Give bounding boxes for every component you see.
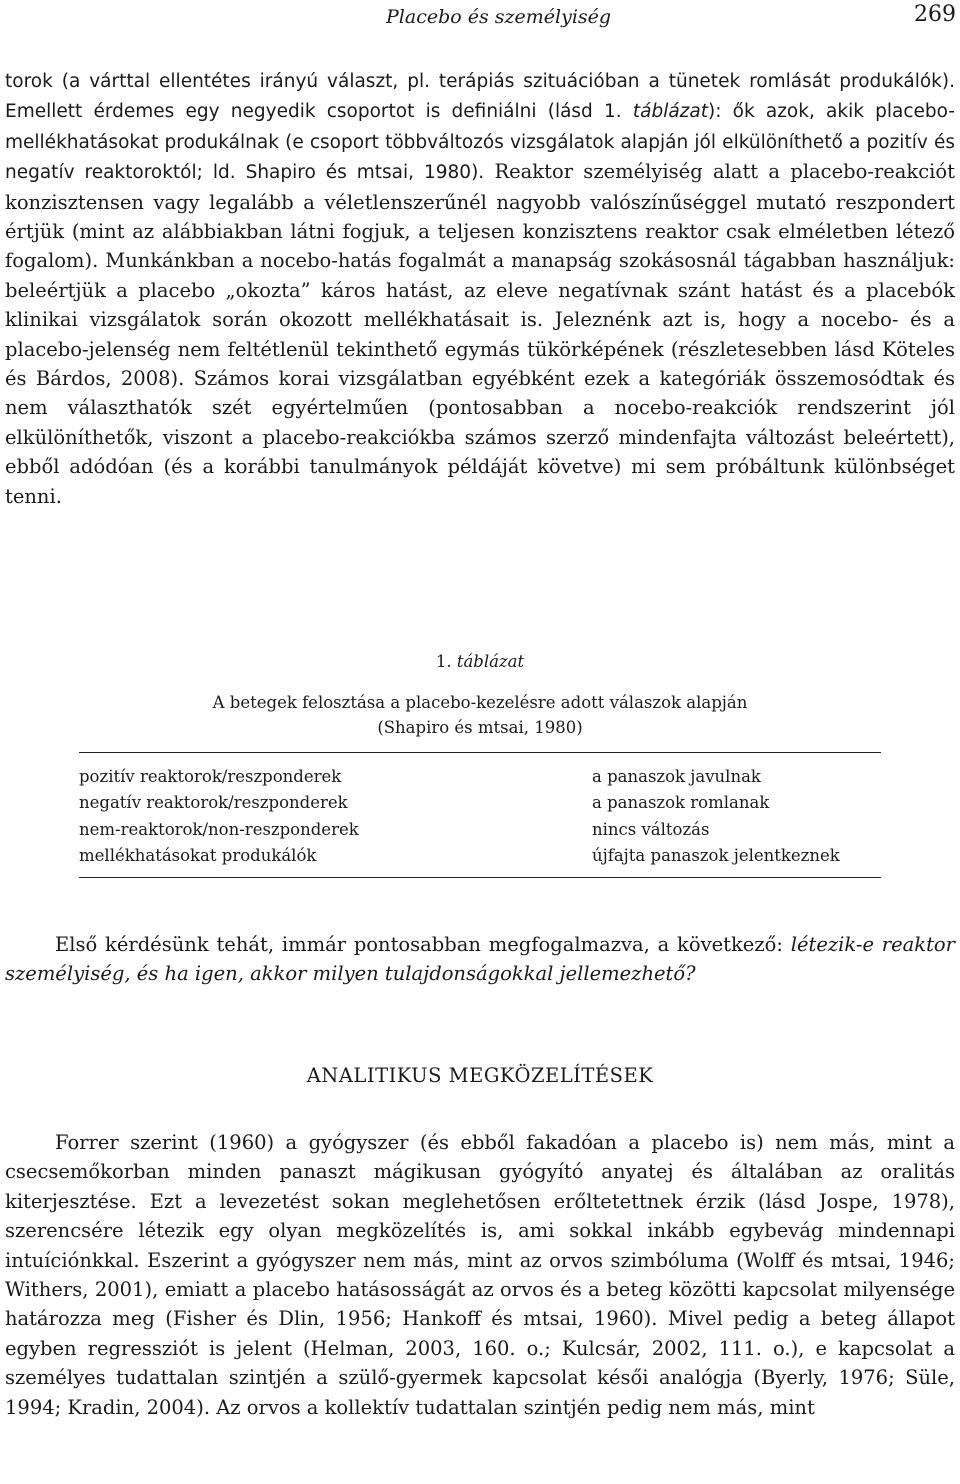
- section-heading: ANALITIKUS MEGKÖZELÍTÉSEK: [306, 1064, 654, 1087]
- table-cell-group: negatív reaktorok/reszponderek: [79, 793, 348, 813]
- table-reference: táblázat: [632, 101, 708, 123]
- paragraph-3: Forrer szerint (1960) a gyógyszer (és ebből fakadóan a placebo is) nem más, mint a csecsemőkorban minden panaszt mágikusan gyógyító anyatej és általában az oralitás kiterjesztése. Ezt a levezetést sokan meglehetősen erőltetettnek érzik (lásd Jospe, 1978), szerencsére létezik egy olyan megközelítés is, ami sokkal inkább egybevág mindennapi intuíciónkkal. Eszerint a gyógyszer nem más, mint az orvos szimbóluma (Wolff és mtsai, 1946; Withers, 2001), emiatt a placebo hatásosságát az orvos és a beteg közötti kapcsolat milyensége határozza meg (Fisher és Dlin, 1956; Hankoff és mtsai, 1960). Mivel pedig a beteg állapot egyben regressziót is jelent (Helman, 2003, 160. o.; Kulcsár, 2002, 111. o.), e kapcsolat a személyes tudattalan szintjén a szülő-gyermek kapcsolat késői analógja (Byerly, 1976; Süle, 1994; Kradin, 2004). Az orvos a kollektív tudattalan szintjén pedig nem más, mint: [5, 1131, 955, 1419]
- table-cell-group: nem-reaktorok/non-reszponderek: [79, 819, 359, 839]
- table-number-label: táblázat: [456, 652, 525, 671]
- table-cell-group: pozitív reaktorok/reszponderek: [79, 766, 342, 786]
- table-title-line-2: (Shapiro és mtsai, 1980): [377, 718, 583, 737]
- table-title: [0, 690, 960, 740]
- classification-table: [79, 752, 881, 878]
- table-cell-response: a panaszok javulnak: [592, 766, 761, 786]
- paragraph-1-part-c: Reaktor személyiség alatt a placebo-reakciót konzisztensen vagy legalább a véletlenszerűnél nagyobb valószínűséggel mutató reszpondert értjük (mint az alábbiakban látni fogjuk, a teljesen konzisztens reaktor csak elméletben létező fogalom). Munkánkban a nocebo-hatás fogalmát a manapság szokásosnál tágabban használjuk: beleértjük a placebo „okozta” káros hatást, az eleve negatívnak szánt hatást és a placebók klinikai vizsgálatok során okozott mellékhatásait is. Jeleznénk azt is, hogy a nocebo- és a placebo-jelenség nem feltétlenül tekinthető egymás tükörképének (részletesebben lásd Köteles és Bárdos, 2008). Számos korai vizsgálatban egyébként ezek a kategóriák összemosódtak és nem választhatók szét egyértelműen (pontosabban a nocebo-reakciók rendszerint jól elkülöníthetők, viszont a placebo-reakciókba számos szerző mindenfajta változást beleértett), ebből adódóan (és a korábbi tanulmányok példáját követve) mi sem próbáltunk különbséget tenni.: [5, 160, 955, 508]
- paragraph-1-part-b: ): ők azok, akik placebo-mellékhatásokat produkálnak (e csoport többváltozós vizsgálatok alapján jól elkülöníthető a pozitív és negatív reaktoroktól; ld. Shapiro és mtsai, 1980).: [5, 101, 955, 184]
- paragraph-1: [5, 66, 955, 511]
- table-number: [0, 652, 960, 671]
- table-cell-response: újfajta panaszok jelentkeznek: [592, 846, 840, 866]
- table-cell-group: mellékhatásokat produkálók: [79, 846, 317, 866]
- table-title-line-1: A betegek felosztása a placebo-kezelésre adott válaszok alapján: [212, 693, 748, 712]
- paragraph-1-part-a: torok (a várttal ellentétes irányú választ, pl. terápiás szituációban a tünetek romlását produkálók). Emellett érdemes egy negyedik csoportot is definiálni (lásd 1.: [5, 71, 955, 123]
- table-row: [79, 843, 881, 870]
- table-cell-response: a panaszok romlanak: [592, 793, 770, 813]
- research-question: létezik-e reaktor személyiség, és ha igen, akkor milyen tulajdonságokkal jellemezhető?: [5, 933, 955, 986]
- table-number-value: 1.: [435, 652, 452, 671]
- running-head: [0, 2, 960, 32]
- paragraph-2-text: Első kérdésünk tehát, immár pontosabban megfogalmazva, a következő:: [55, 933, 791, 956]
- table-row: [79, 763, 881, 790]
- table-row: [79, 816, 881, 843]
- page-number: 269: [914, 2, 956, 27]
- table-cell-response: nincs változás: [592, 819, 710, 839]
- paragraph-2: [5, 930, 955, 989]
- running-head-title: Placebo és személyiség: [386, 6, 612, 28]
- table-row: [79, 790, 881, 817]
